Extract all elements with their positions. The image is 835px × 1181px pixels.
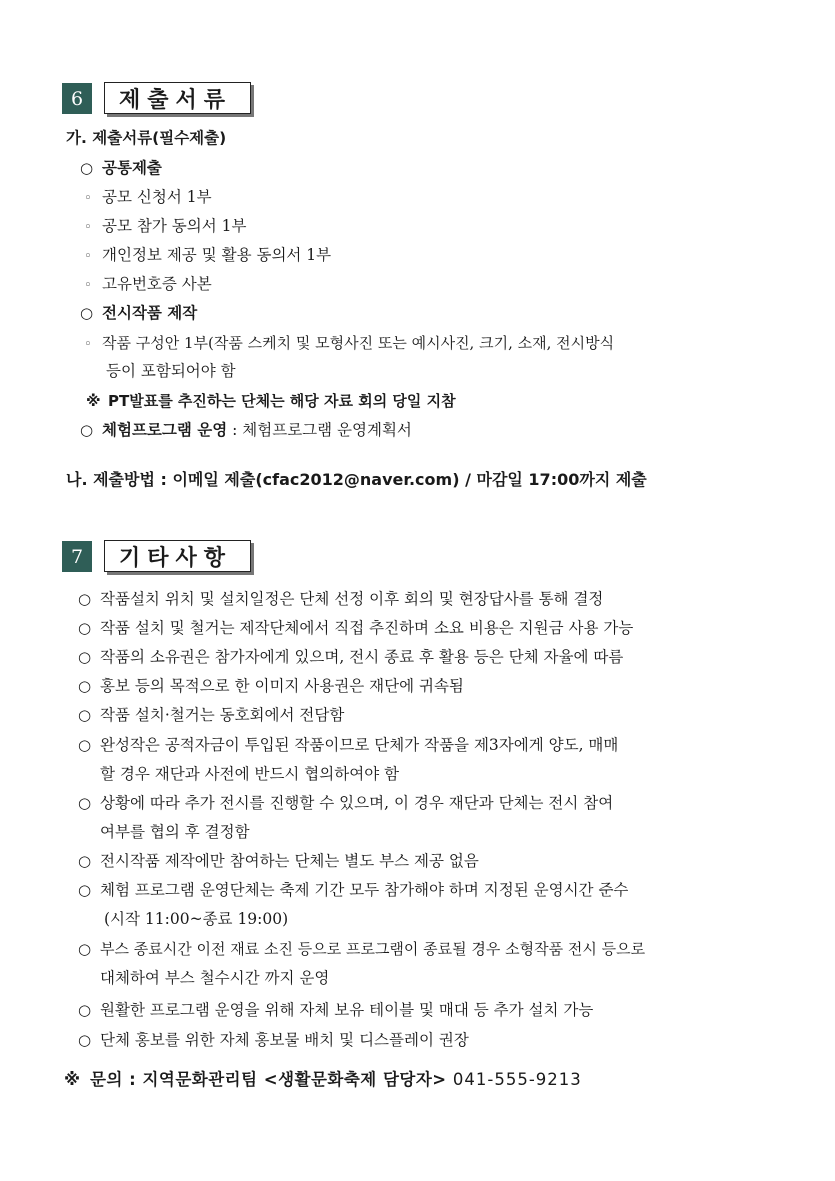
list-item: ○ 체험 프로그램 운영단체는 축제 기간 모두 참가해야 하며 지정된 운영시간 준수 <box>78 878 628 902</box>
circle-icon: ○ <box>78 940 92 958</box>
program-operation-line: ○ 체험프로그램 운영 : 체험프로그램 운영계획서 <box>80 418 412 442</box>
list-item: ○ 상황에 따라 추가 전시를 진행할 수 있으며, 이 경우 재단과 단체는 전시 참여 <box>78 791 613 815</box>
note-icon: ※ <box>64 1070 81 1089</box>
bullet-icon: ◦ <box>84 220 92 235</box>
bullet-icon: ◦ <box>84 249 92 264</box>
circle-icon: ○ <box>78 794 92 812</box>
list-item: ○ 단체 홍보를 위한 자체 홍보물 배치 및 디스플레이 권장 <box>78 1028 469 1052</box>
common-submission-heading: ○ 공통제출 <box>80 156 162 180</box>
circle-icon: ○ <box>78 852 92 870</box>
list-item: ◦ 개인정보 제공 및 활용 동의서 1부 <box>84 243 331 269</box>
circle-icon: ○ <box>78 619 92 637</box>
exhibit-production-heading: ○ 전시작품 제작 <box>80 301 197 325</box>
contact-label: 문의 : 지역문화관리팀 <생활문화축제 담당자> <box>90 1070 447 1089</box>
list-item: ○ 부스 종료시간 이전 재료 소진 등으로 프로그램이 종료될 경우 소형작품 전시 등으로 <box>78 937 645 961</box>
list-item: ○ 작품의 소유권은 참가자에게 있으며, 전시 종료 후 활용 등은 단체 자율에 따름 <box>78 645 623 669</box>
contact-phone: 041-555-9213 <box>452 1070 582 1089</box>
circle-icon: ○ <box>78 736 92 754</box>
subheading-submission-documents: 가. 제출서류(필수제출) <box>66 129 227 147</box>
circle-icon: ○ <box>80 159 94 177</box>
list-item-continuation: 여부를 협의 후 결정함 <box>100 823 250 841</box>
circle-icon: ○ <box>78 590 92 608</box>
section-number: 7 <box>62 541 92 572</box>
list-item: ○ 완성작은 공적자금이 투입된 작품이므로 단체가 작품을 제3자에게 양도, 매매 <box>78 733 618 757</box>
section-title: 제출서류 <box>104 82 251 114</box>
circle-icon: ○ <box>80 304 94 322</box>
list-item: ○ 작품설치 위치 및 설치일정은 단체 선정 이후 회의 및 현장답사를 통해 결정 <box>78 587 603 611</box>
bullet-icon: ◦ <box>84 278 92 293</box>
submission-method: 나. 제출방법 : 이메일 제출(cfac2012@naver.com) / 마감일 17:00까지 제출 <box>66 470 647 489</box>
bullet-icon: ◦ <box>84 337 92 352</box>
list-item-continuation: 대체하여 부스 철수시간 까지 운영 <box>100 969 330 987</box>
list-item: ○ 홍보 등의 목적으로 한 이미지 사용권은 재단에 귀속됨 <box>78 674 464 698</box>
list-item: ◦ 작품 구성안 1부(작품 스케치 및 모형사진 또는 예시사진, 크기, 소재, 전시방식 <box>84 331 614 357</box>
list-item-continuation: (시작 11:00~종료 19:00) <box>104 910 289 928</box>
bullet-icon: ◦ <box>84 191 92 206</box>
contact-info <box>64 1068 582 1092</box>
list-item-continuation: 등이 포함되어야 함 <box>106 362 236 380</box>
list-item: ◦ 공모 참가 동의서 1부 <box>84 214 246 240</box>
circle-icon: ○ <box>78 881 92 899</box>
list-item: ◦ 고유번호증 사본 <box>84 272 212 298</box>
section-number: 6 <box>62 83 92 114</box>
list-item: ○ 전시작품 제작에만 참여하는 단체는 별도 부스 제공 없음 <box>78 849 479 873</box>
list-item: ◦ 공모 신청서 1부 <box>84 185 212 211</box>
section-title: 기타사항 <box>104 540 251 572</box>
circle-icon: ○ <box>78 677 92 695</box>
circle-icon: ○ <box>78 1001 92 1019</box>
list-item: ○ 작품 설치 및 철거는 제작단체에서 직접 추진하며 소요 비용은 지원금 사용 가능 <box>78 616 633 640</box>
circle-icon: ○ <box>78 706 92 724</box>
circle-icon: ○ <box>78 1031 92 1049</box>
circle-icon: ○ <box>78 648 92 666</box>
list-item: ○ 작품 설치·철거는 동호회에서 전담함 <box>78 703 344 727</box>
pt-note: ※ PT발표를 추진하는 단체는 해당 자료 회의 당일 지참 <box>86 389 456 413</box>
circle-icon: ○ <box>80 421 94 439</box>
note-icon: ※ <box>86 392 101 410</box>
list-item: ○ 원활한 프로그램 운영을 위해 자체 보유 테이블 및 매대 등 추가 설치 가능 <box>78 998 593 1022</box>
list-item-continuation: 할 경우 재단과 사전에 반드시 협의하여야 함 <box>100 765 400 783</box>
